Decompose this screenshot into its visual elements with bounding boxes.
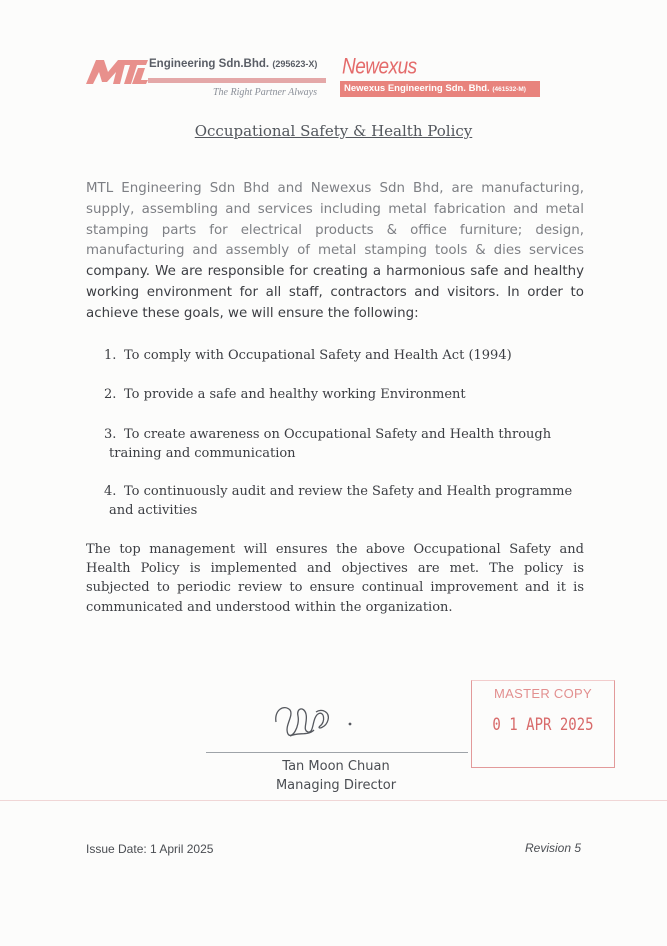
policy-item-text: To continuously audit and review the Safety and Health programme (124, 484, 573, 499)
issue-date: Issue Date: 1 April 2025 (86, 842, 214, 856)
signature-line (206, 752, 468, 753)
policy-item-continuation: training and communication (109, 446, 296, 461)
policy-item-text: To provide a safe and healthy working Environment (124, 387, 466, 402)
policy-item-4 (104, 482, 584, 520)
intro-text-part-2: company. We are responsible for creating a harmonious safe and healthy working environment for all staff, contractors and visitors. In order to achieve these goals, we will ensure the following: (86, 264, 584, 321)
policy-item-number: 2. (104, 387, 117, 402)
policy-item-text: To create awareness on Occupational Safety and Health through (124, 427, 552, 442)
company-underline-bar (148, 78, 326, 83)
signature-image (270, 696, 360, 742)
company-name (149, 58, 317, 70)
policy-item-number: 1. (104, 348, 117, 363)
company-name-text: Engineering Sdn.Bhd. (149, 58, 270, 70)
stamp-date: 0 1 APR 2025 (492, 715, 594, 735)
intro-paragraph (86, 179, 584, 325)
policy-item-2 (104, 385, 584, 404)
newexus-company-banner (340, 81, 540, 97)
signatory-name: Tan Moon Chuan (282, 759, 390, 774)
mtl-logo (86, 54, 148, 86)
newexus-company-name: Newexus Engineering Sdn. Bhd. (344, 83, 490, 94)
page-title: Occupational Safety & Health Policy (194, 122, 473, 140)
policy-item-text: To comply with Occupational Safety and Health Act (1994) (124, 348, 512, 363)
intro-text-part-1: MTL Engineering Sdn Bhd and Newexus Sdn Bhd, are manufacturing, supply, assembling and services including metal fabrication and metal stamping parts for electrical products & office furniture; design, manufacturing and assembly of metal stamping tools & dies services (86, 181, 584, 259)
policy-item-1 (104, 346, 584, 365)
tagline: The Right Partner Always (213, 87, 317, 98)
policy-item-3 (104, 425, 584, 463)
policy-item-continuation: and activities (109, 503, 198, 518)
newexus-logo: Newexus (342, 55, 417, 80)
policy-item-number: 4. (104, 484, 117, 499)
newexus-reg-number: (461532-M) (492, 86, 526, 93)
closing-paragraph: The top management will ensures the above Occupational Safety and Health Policy is implemented and objectives are met. The policy is subjected to periodic review to ensure continual improvement and it is communicated and understood within the organization. (86, 542, 584, 615)
stamp-label: MASTER COPY (494, 686, 592, 701)
master-copy-stamp (471, 680, 615, 768)
footer-divider (0, 800, 667, 801)
company-reg-number: (295623-X) (272, 59, 318, 69)
policy-item-number: 3. (104, 427, 117, 442)
revision-number: Revision 5 (525, 841, 582, 855)
signatory-title: Managing Director (275, 778, 397, 793)
